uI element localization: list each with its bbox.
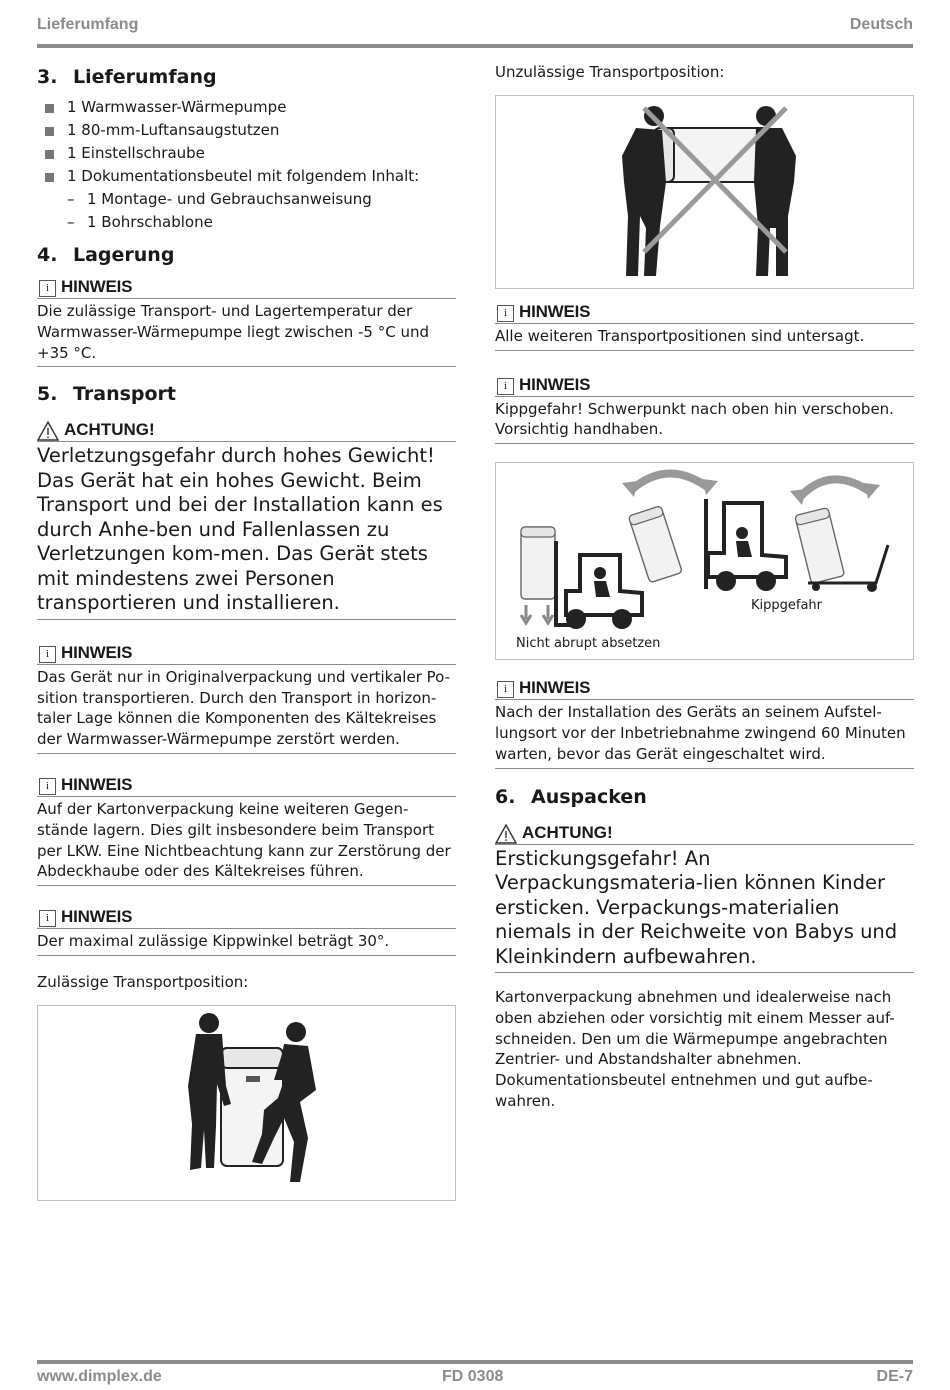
list-item: 1 80-mm-Luftansaugstutzen: [37, 119, 456, 142]
list-item: 1 Dokumentationsbeutel mit folgendem Inhalt:: [37, 165, 456, 188]
section-4-heading: 4. Lagerung: [37, 244, 175, 266]
bullet-square-icon: [45, 127, 54, 136]
packaging-note: i HINWEIS Das Gerät nur in Originalverpackung und vertikaler Po-sition transportieren. Durch den Transport in horizon-taler Lage können die Komponenten des Kältekreises der Warmwasser-Wärmepumpe zerstört werden.: [37, 642, 456, 754]
section-3-heading: 3. Lieferumfang: [37, 66, 217, 88]
unpacking-instructions: Kartonverpackung abnehmen und idealerweise nach oben abziehen oder vorsichtig mit einem Messer auf-schneiden. Den um die Wärmepumpe angebrachten Zentrier- und Abstandshalter abnehmen. Dokumentationsbeutel entnehmen und gut aufbe-wahren.: [495, 988, 895, 1111]
list-item: 1 Warmwasser-Wärmepumpe: [37, 96, 456, 119]
allowed-transport-figure: [37, 1005, 456, 1201]
list-item: 1 Einstellschraube: [37, 142, 456, 165]
info-icon: i: [39, 910, 56, 927]
tilt-angle-note: i HINWEIS Der maximal zulässige Kippwinkel beträgt 30°.: [37, 906, 456, 956]
waiting-time-note: i HINWEIS Nach der Installation des Geräts an seinem Aufstel-lungsort vor der Inbetriebnahme zwingend 60 Minuten warten, bevor das Gerät eingeschaltet wird.: [495, 677, 914, 768]
forklift-figure: [495, 462, 914, 660]
forklift-tipping-illustration: [496, 463, 913, 659]
info-icon: i: [39, 646, 56, 663]
caption-tipping: Kippgefahr: [751, 598, 823, 614]
allowed-position-label: Zulässige Transportposition:: [37, 973, 249, 992]
weight-warning: ACHTUNG! Verletzungsgefahr durch hohes Gewicht! Das Gerät hat ein hohes Gewicht. Beim Transport und bei der Installation kann es durch Anhe-ben und Fallenlassen zu Verletzungen kom-men. Das Gerät stets mit mindestens zwei Personen transportieren und installieren.: [37, 419, 456, 620]
section-6-heading: 6. Auspacken: [495, 785, 647, 808]
storage-note: i HINWEIS Die zulässige Transport- und Lagertemperatur der Warmwasser-Wärmepumpe liegt zwischen -5 °C und +35 °C.: [37, 276, 456, 367]
left-column: [37, 62, 456, 1201]
forbidden-transport-figure: [495, 95, 914, 289]
forbidden-position-label: Unzulässige Transportposition:: [495, 63, 725, 81]
documentation-sublist: [37, 188, 456, 233]
caption-not-abrupt: Nicht abrupt absetzen: [516, 636, 661, 652]
page-header: [37, 14, 913, 48]
footer-page-number: DE-7: [876, 1368, 913, 1385]
tipping-note: i HINWEIS Kippgefahr! Schwerpunkt nach oben hin verschoben. Vorsichtig handhaben.: [495, 374, 914, 445]
header-section-title: Lieferumfang: [37, 16, 139, 33]
info-icon: i: [497, 681, 514, 698]
sublist-item: – 1 Montage- und Gebrauchsanweisung: [67, 190, 372, 208]
section-5-heading: 5. Transport: [37, 383, 177, 406]
horizontal-carry-crossed-illustration: [496, 96, 913, 288]
info-icon: i: [497, 378, 514, 395]
warning-triangle-icon: [37, 421, 59, 441]
bullet-square-icon: [45, 104, 54, 113]
right-column: [495, 62, 914, 1112]
info-icon: i: [497, 305, 514, 322]
delivery-list: [37, 96, 456, 188]
header-language: Deutsch: [849, 16, 913, 33]
warning-triangle-icon: [495, 824, 517, 844]
sublist-item: – 1 Bohrschablone: [67, 212, 213, 231]
footer-doc-code: FD 0308: [442, 1368, 504, 1385]
forbidden-positions-note: i HINWEIS Alle weiteren Transportpositionen sind untersagt.: [495, 301, 914, 351]
suffocation-warning: ACHTUNG! Erstickungsgefahr! An Verpackungsmateria-lien können Kinder ersticken. Verpackungs-materialien niemals in der Reichweite von Babys und Kleinkindern aufbewahren.: [495, 822, 914, 974]
info-icon: i: [39, 778, 56, 795]
two-persons-carrying-upright-illustration: [38, 1006, 455, 1200]
footer-website: www.dimplex.de: [37, 1368, 162, 1385]
info-icon: i: [39, 280, 56, 297]
stacking-note: i HINWEIS Auf der Kartonverpackung keine weiteren Gegen-stände lagern. Dies gilt insbesondere beim Transport per LKW. Eine Nichtbeachtung kann zur Zerstörung der Abdeckhaube oder des Kältekreises führen.: [37, 774, 456, 886]
bullet-square-icon: [45, 173, 54, 182]
bullet-square-icon: [45, 150, 54, 159]
